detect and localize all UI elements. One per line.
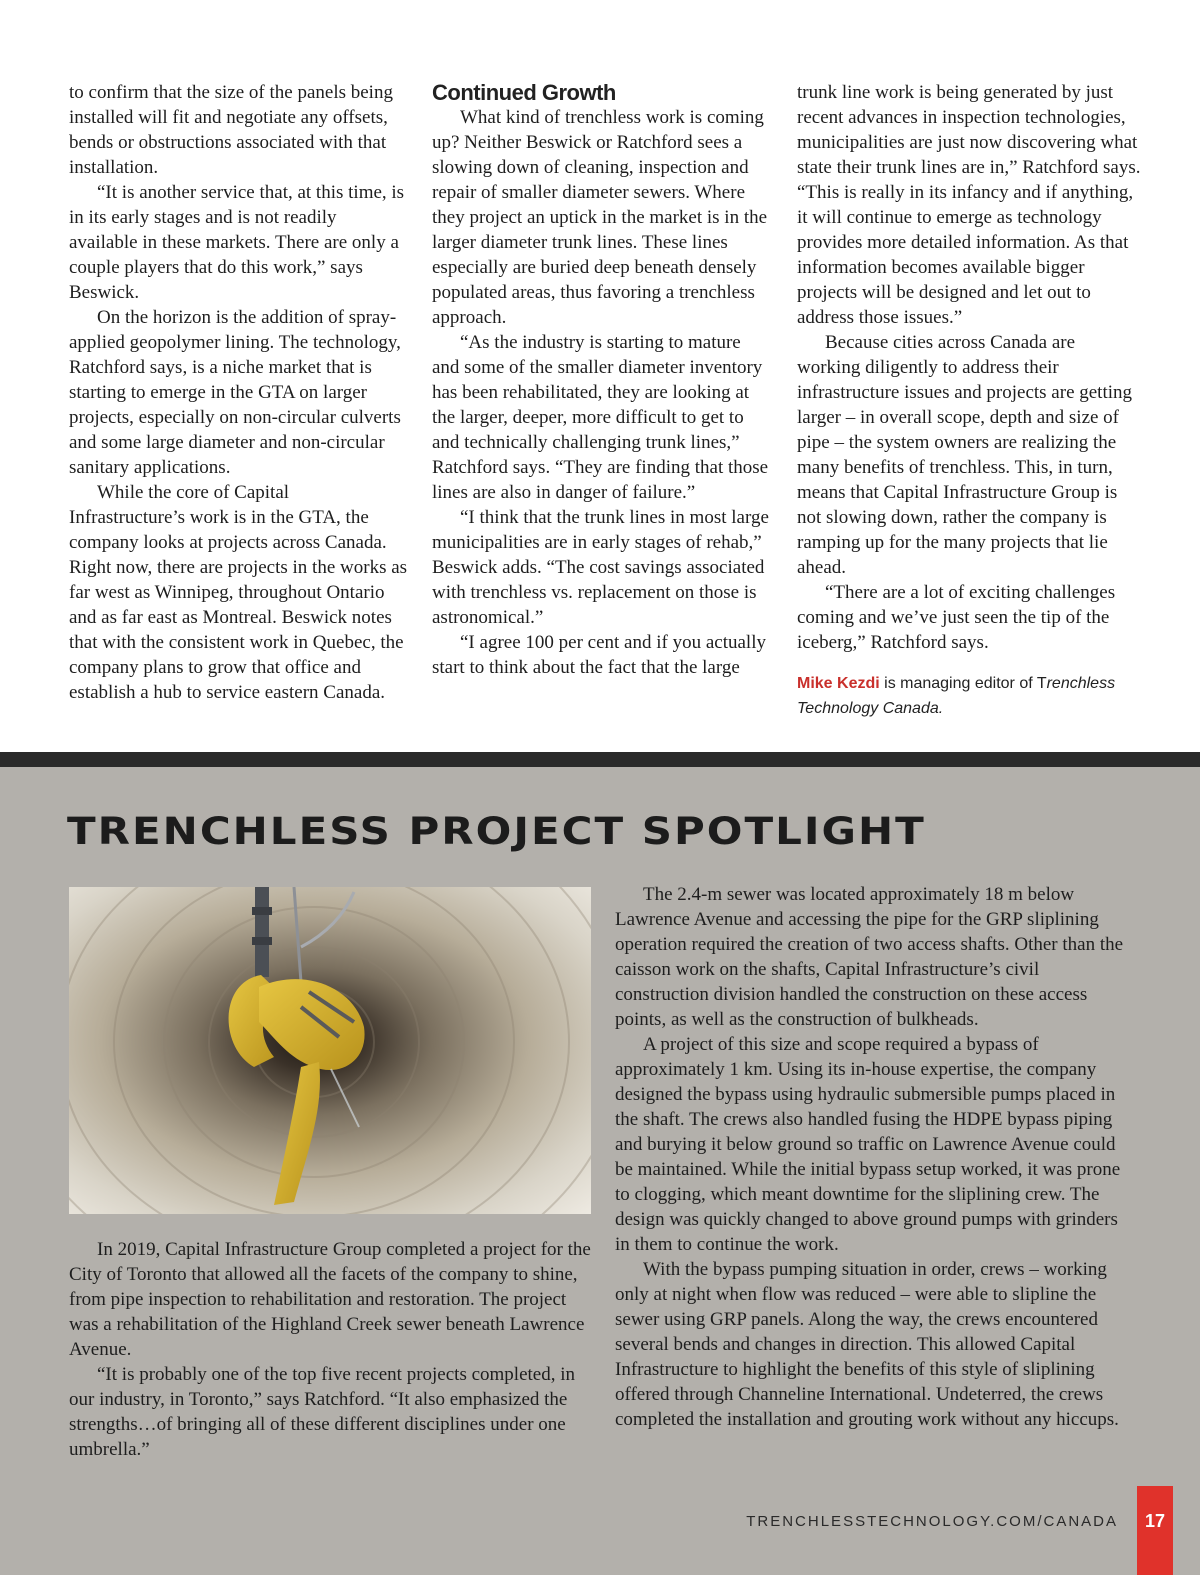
- page-number: 17: [1137, 1486, 1173, 1575]
- byline-text: is managing editor of T: [879, 675, 1047, 692]
- section-divider-band: [0, 752, 1200, 767]
- paragraph: “I agree 100 per cent and if you actually start to think about the fact that the large: [432, 632, 766, 678]
- paragraph: “There are a lot of exciting challenges coming and we’ve just seen the tip of the iceberg,” Ratchford says.: [797, 582, 1116, 653]
- paragraph: “It is another service that, at this time, is in its early stages and is not readily available in these markets. There are only a couple players that do this work,” says Beswick.: [69, 182, 405, 303]
- project-spotlight-section: [0, 767, 1200, 1575]
- paragraph: The 2.4-m sewer was located approximately 18 m below Lawrence Avenue and accessing the pipe for the GRP sliplining operation required the creation of two access shafts. Other than the caisson work on the shafts, Capital Infrastructure’s civil construction division handled the construction on these access points, as well as the construction of bulkheads.: [615, 884, 1124, 1030]
- paragraph: In 2019, Capital Infrastructure Group completed a project for the City of Toronto that allowed all the facets of the company to shine, from pipe inspection to rehabilitation and restoration. The project was a rehabilitation of the Highland Creek sewer beneath Lawrence Avenue.: [69, 1239, 591, 1360]
- article-section: [0, 0, 1200, 752]
- publication-name: renchless Technology Canada.: [797, 675, 1116, 717]
- pipe-interior-illustration: [69, 887, 591, 1214]
- paragraph: to confirm that the size of the panels being installed will fit and negotiate any offsets, bends or obstructions associated with that installation.: [69, 82, 393, 178]
- paragraph: With the bypass pumping situation in order, crews – working only at night when flow was reduced – were able to slipline the sewer using GRP panels. Along the way, the crews encountered several bends and changes in direction. This allowed Capital Infrastructure to highlight the benefits of this style of sliplining offered through Channeline International. Undeterred, the crews completed the installation and grouting work without any hiccups.: [615, 1259, 1119, 1430]
- author-byline: [797, 671, 1142, 721]
- article-column-1: [69, 80, 409, 705]
- paragraph: “I think that the trunk lines in most large municipalities are in early stages of rehab,” Beswick adds. “The cost savings associated with trenchless vs. replacement on those is astronomical.”: [432, 507, 769, 628]
- paragraph: Because cities across Canada are working diligently to address their infrastructure issues and projects are getting larger – in overall scope, depth and size of pipe – the system owners are realizing the many benefits of trenchless. This, in turn, means that Capital Infrastructure Group is not slowing down, rather the company is ramping up for the many projects that lie ahead.: [797, 332, 1133, 578]
- spotlight-title: TRENCHLESS PROJECT SPOTLIGHT: [67, 809, 926, 854]
- paragraph: trunk line work is being generated by just recent advances in inspection technologies, municipalities are just now discovering what state their trunk lines are in,” Ratchford says. “This is really in its infancy and if anything, it will continue to emerge as technology provides more detailed information. As that information becomes available bigger projects will be designed and let out to address those issues.”: [797, 82, 1141, 328]
- paragraph: While the core of Capital Infrastructure’s work is in the GTA, the company looks at projects across Canada. Right now, there are projects in the works as far west as Winnipeg, throughout Ontario and as far east as Montreal. Beswick notes that with the consistent work in Quebec, the company plans to grow that office and establish a hub to service eastern Canada.: [69, 482, 408, 703]
- author-name: Mike Kezdi: [797, 675, 880, 692]
- spotlight-column-right: [615, 882, 1135, 1432]
- paragraph: A project of this size and scope required a bypass of approximately 1 km. Using its in-house expertise, the company designed the bypass using hydraulic submersible pumps placed in the shaft. The crews also handled fusing the HDPE bypass piping and burying it below ground so traffic on Lawrence Avenue could be maintained. While the initial bypass setup worked, it was prone to clogging, which meant downtime for the sliplining crew. The design was quickly changed to above ground pumps with grinders in them to continue the work.: [615, 1034, 1121, 1255]
- paragraph: “It is probably one of the top five recent projects completed, in our industry, in Toronto,” says Ratchford. “It also emphasized the strengths…of bringing all of these different disciplines under one umbrella.”: [69, 1364, 576, 1460]
- paragraph: What kind of trenchless work is coming up? Neither Beswick or Ratchford sees a slowing down of cleaning, inspection and repair of smaller diameter sewers. Where they project an uptick in the market is in the larger diameter trunk lines. These lines especially are buried deep beneath densely populated areas, thus favoring a trenchless approach.: [432, 107, 768, 328]
- spotlight-column-left: [69, 1237, 591, 1462]
- website-url: TRENCHLESSTECHNOLOGY.COM/CANADA: [746, 1513, 1118, 1530]
- section-subhead: Continued Growth: [432, 80, 616, 105]
- paragraph: “As the industry is starting to mature and some of the smaller diameter inventory has been rehabilitated, they are looking at the larger, deeper, more difficult to get to and technically challenging trunk lines,” Ratchford says. “They are finding that those lines are also in danger of failure.”: [432, 332, 769, 503]
- article-column-2: [432, 80, 772, 680]
- paragraph: On the horizon is the addition of spray-applied geopolymer lining. The technology, Ratchford says, is a niche market that is starting to emerge in the GTA on larger projects, especially on non-circular culverts and some large diameter and non-circular sanitary applications.: [69, 307, 401, 478]
- article-column-3: [797, 80, 1142, 721]
- sewer-worker-photo: [69, 887, 591, 1214]
